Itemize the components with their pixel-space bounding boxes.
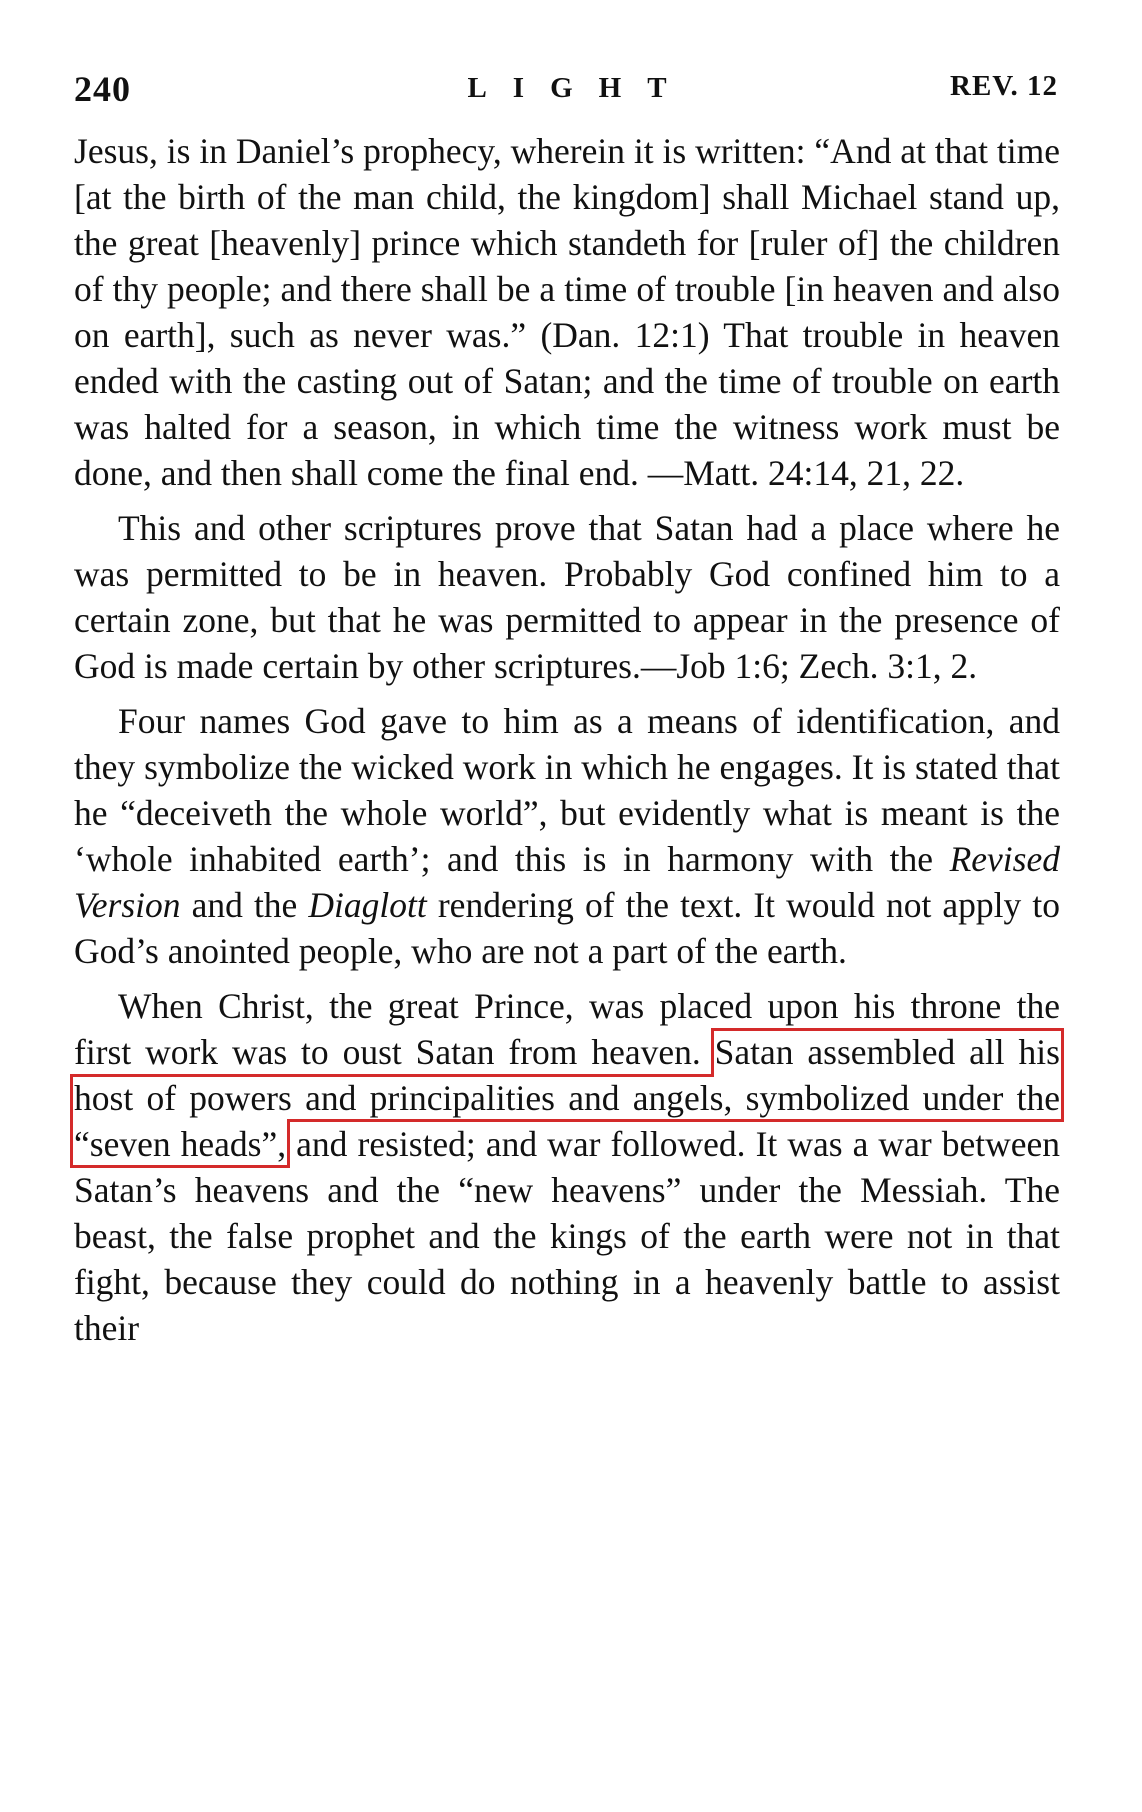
chapter-reference: REV. 12: [950, 70, 1058, 102]
page-number: 240: [74, 69, 131, 109]
running-title: LIGHT: [467, 72, 693, 104]
paragraph-text: rendering of the text. It would not apply to God’s anointed people, who are not a part of the earth.: [74, 885, 1060, 971]
paragraph-text: Four names God gave to him as a means of identification, and they symbolize the wicked work in which he engages. It is stated that he “deceiveth the whole world”, but evidently what is meant is the ‘whole inhabited earth’; and this is in harmony with the: [74, 701, 1060, 879]
body-text: [74, 128, 1060, 1351]
italic-revised-version: Revised Version: [74, 839, 1060, 925]
paragraph-daniel-prophecy: Jesus, is in Daniel’s prophecy, wherein it is written: “And at that time [at the birth of the man child, the kingdom] shall Michael stand up, the great [heavenly] prince which standeth for [ruler of] the children of thy people; and there shall be a time of trouble [in heaven and also on earth], such as never was.” (Dan. 12:1) That trouble in heaven ended with the casting out of Satan; and the time of trouble on earth was halted for a season, in which time the witness work must be done, and then shall come the final end. —Matt. 24:14, 21, 22.: [74, 131, 1060, 493]
paragraph-four-names: [74, 698, 1060, 974]
book-page: [74, 58, 1060, 1778]
paragraph-text: When Christ, the great Prince, was placed upon his throne the first work was to oust Satan from heaven.: [74, 986, 1060, 1072]
italic-diaglott: Diaglott: [308, 885, 427, 925]
paragraph-christ-prince: [74, 983, 1060, 1351]
paragraph-text: and resisted; and war followed. It was a war between Satan’s heavens and the “new heavens” under the Messiah. The beast, the false prophet and the kings of the earth were not in that fight, because they could do nothing in a heavenly battle to assist their: [74, 1124, 1060, 1348]
highlighted-passage: Satan assembled all his host of powers and principalities and angels, symbolized under the “seven heads”,: [74, 1032, 1060, 1164]
paragraph-satan-in-heaven: This and other scriptures prove that Satan had a place where he was permitted to be in heaven. Probably God confined him to a certain zone, but that he was permitted to appear in the presence of God is made certain by other scriptures.—Job 1:6; Zech. 3:1, 2.: [74, 508, 1060, 686]
paragraph-text: and the: [180, 885, 309, 925]
page-header: [74, 58, 1060, 128]
